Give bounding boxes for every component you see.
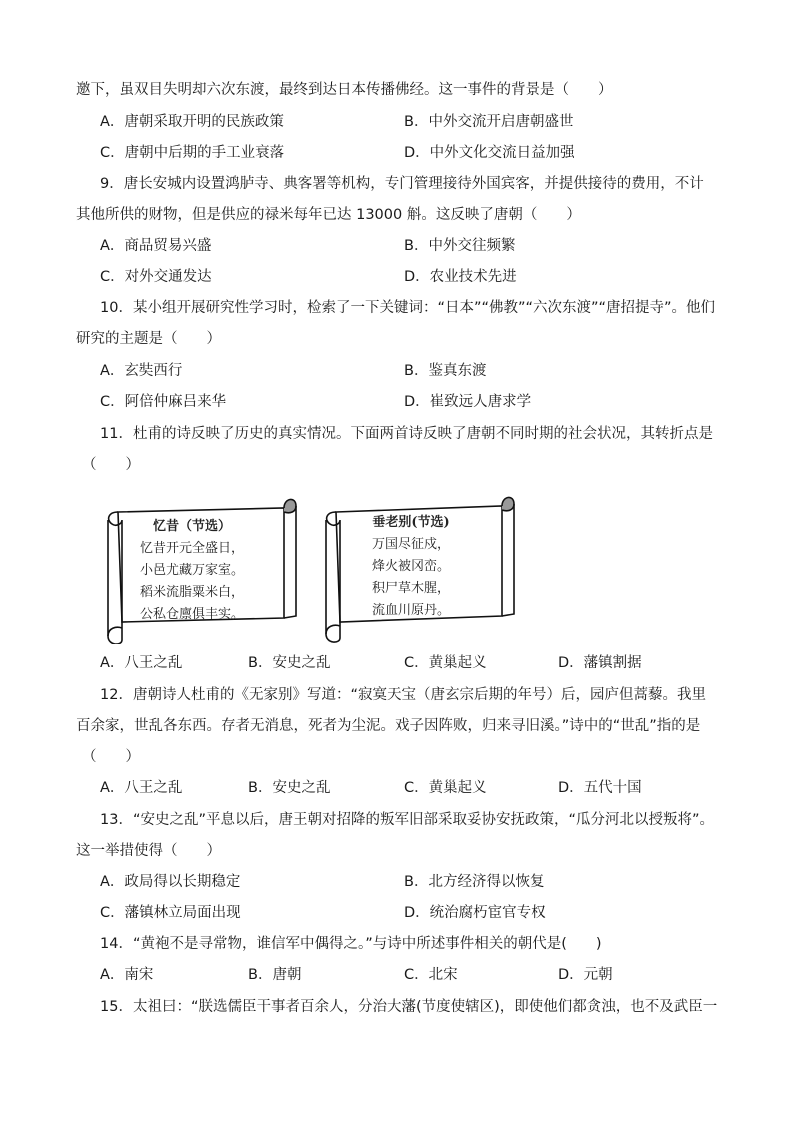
poem-yixi-title: 忆昔（节选） [153, 519, 232, 534]
q14-option-b: B．唐朝 [248, 967, 302, 983]
q12-stem-line2: 百余家，世乱各东西。存者无消息，死者为尘泥。戏子因阵败，归来寻旧溪。”诗中的“世乱”指的是 [76, 718, 701, 734]
poem-yixi-line: 稻米流脂粟米白， [140, 585, 245, 600]
q10-option-a: A．玄奘西行 [100, 363, 183, 379]
q9-option-d: D．农业技术先进 [404, 269, 517, 285]
q8-option-b: B．中外交流开启唐朝盛世 [404, 114, 574, 130]
poem-yixi [140, 516, 244, 626]
poem-chuilaobie-line: 万国尽征戍， [372, 537, 451, 552]
q12-stem-line3: （ ） [82, 749, 140, 765]
q12-option-b: B．安史之乱 [248, 780, 331, 796]
poem-chuilaobie-line: 积尸草木腥， [372, 581, 451, 596]
q11-stem-line1: 11．杜甫的诗反映了历史的真实情况。下面两首诗反映了唐朝不同时期的社会状况，其转折点是 [100, 426, 713, 442]
q8-option-d: D．中外文化交流日益加强 [404, 145, 575, 161]
poem-yixi-line: 忆昔开元全盛日， [140, 541, 245, 556]
q9-option-b: B．中外交往频繁 [404, 238, 516, 254]
q8-option-c: C．唐朝中后期的手工业衰落 [100, 145, 285, 161]
q13-option-d: D．统治腐朽宦官专权 [404, 905, 546, 921]
q9-option-a: A．商品贸易兴盛 [100, 238, 212, 254]
q11-option-d: D．藩镇割据 [558, 655, 642, 671]
q9-option-c: C．对外交通发达 [100, 269, 212, 285]
q13-stem-line1: 13．“安史之乱”平息以后，唐王朝对招降的叛军旧部采取妥协安抚政策，“瓜分河北以授叛将”。 [100, 812, 714, 828]
q11-option-a: A．八王之乱 [100, 655, 183, 671]
q14-option-d: D．元朝 [558, 967, 613, 983]
q10-option-c: C．阿倍仲麻吕来华 [100, 394, 227, 410]
q15-stem-line1: 15．太祖曰：“朕选儒臣干事者百余人，分治大藩(节度使辖区)，即使他们都贪浊，也不及武臣一 [100, 999, 718, 1015]
poem-chuilaobie [372, 512, 450, 622]
poem-yixi-line: 公私仓廪俱丰实。 [140, 607, 245, 622]
q9-stem-line1: 9．唐长安城内设置鸿胪寺、典客署等机构，专门管理接待外国宾客，并提供接待的费用，不计 [100, 176, 704, 192]
q14-option-c: C．北宋 [404, 967, 458, 983]
poem-yixi-line: 小邑尤藏万家室。 [140, 563, 245, 578]
q12-option-c: C．黄巢起义 [404, 780, 487, 796]
q8-option-a: A．唐朝采取开明的民族政策 [100, 114, 284, 130]
q12-stem-line1: 12．唐朝诗人杜甫的《无家别》写道：“寂寞天宝（唐玄宗后期的年号）后，园庐但蒿藜。我里 [100, 687, 706, 703]
q8-text: 邀下，虽双目失明却六次东渡，最终到达日本传播佛经。这一事件的背景是（ ） [76, 82, 613, 98]
q10-stem-line2: 研究的主题是（ ） [76, 331, 221, 347]
poem-chuilaobie-title: 垂老别(节选) [372, 515, 450, 530]
q12-option-d: D．五代十国 [558, 780, 642, 796]
q13-option-c: C．藩镇林立局面出现 [100, 905, 241, 921]
q10-stem-line1: 10．某小组开展研究性学习时，检索了一下关键词：“日本”“佛教”“六次东渡”“唐招提寺”。他们 [100, 300, 716, 316]
q10-option-b: B．鉴真东渡 [404, 363, 487, 379]
q11-stem-line2: （ ） [82, 457, 140, 473]
poem-chuilaobie-line: 流血川原丹。 [372, 603, 451, 618]
q11-option-b: B．安史之乱 [248, 655, 331, 671]
q14-stem-line1: 14．“黄袍不是寻常物，谁信军中偶得之。”与诗中所述事件相关的朝代是( ) [100, 936, 602, 952]
q13-option-b: B．北方经济得以恢复 [404, 874, 545, 890]
poem-chuilaobie-line: 烽火被冈峦。 [372, 559, 451, 574]
q11-option-c: C．黄巢起义 [404, 655, 487, 671]
q12-option-a: A．八王之乱 [100, 780, 183, 796]
q13-option-a: A．政局得以长期稳定 [100, 874, 241, 890]
q14-option-a: A．南宋 [100, 967, 154, 983]
q13-stem-line2: 这一举措使得（ ） [76, 843, 221, 859]
q9-stem-line2: 其他所供的财物，但是供应的禄米每年已达 13000 斛。这反映了唐朝（ ） [76, 207, 581, 223]
q10-option-d: D．崔致远人唐求学 [404, 394, 532, 410]
